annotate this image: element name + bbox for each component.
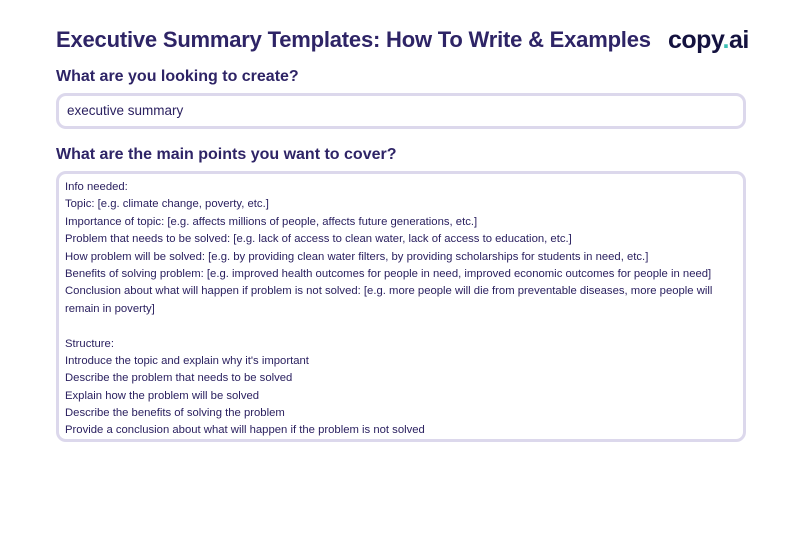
logo-dot: . [722, 26, 729, 54]
text-line: Info needed: [65, 181, 128, 193]
text-line: Describe the problem that needs to be solved [65, 372, 293, 385]
page-title: Executive Summary Templates: How To Write & Examples [56, 27, 651, 52]
create-field-label: What are you looking to create? [56, 68, 299, 85]
create-input[interactable] [56, 93, 746, 129]
logo-suffix: ai [728, 26, 749, 54]
points-field-label: What are the main points you want to cover? [56, 146, 397, 163]
text-line: Topic: [e.g. climate change, poverty, etc.] [65, 198, 269, 211]
text-line: Describe the benefits of solving the problem [65, 407, 285, 420]
create-input-value: executive summary [67, 103, 184, 118]
copy-ai-logo [668, 26, 749, 55]
text-line: remain in poverty] [65, 302, 155, 315]
points-textarea[interactable] [56, 171, 746, 442]
text-line: Provide a conclusion about what will happen if the problem is not solved [65, 424, 425, 437]
text-line: Structure: [65, 337, 114, 350]
text-line: How problem will be solved: [e.g. by providing clean water filters, by providing scholarships for students in need, etc.] [65, 250, 649, 263]
text-line: Problem that needs to be solved: [e.g. lack of access to clean water, lack of access to education, etc.] [65, 233, 572, 246]
text-line: Introduce the topic and explain why it's important [65, 354, 309, 367]
text-line: Importance of topic: [e.g. affects millions of people, affects future generations, etc.] [65, 215, 478, 228]
points-textarea-content [65, 179, 735, 440]
text-line: Benefits of solving problem: [e.g. improved health outcomes for people in need, improved economic outcomes for people in need] [65, 267, 712, 280]
logo-text: copy [668, 26, 723, 54]
text-line [65, 318, 735, 335]
text-line: Conclusion about what will happen if problem is not solved: [e.g. more people will die from preventable diseases, more people will [65, 285, 713, 298]
text-line: Explain how the problem will be solved [65, 389, 260, 402]
